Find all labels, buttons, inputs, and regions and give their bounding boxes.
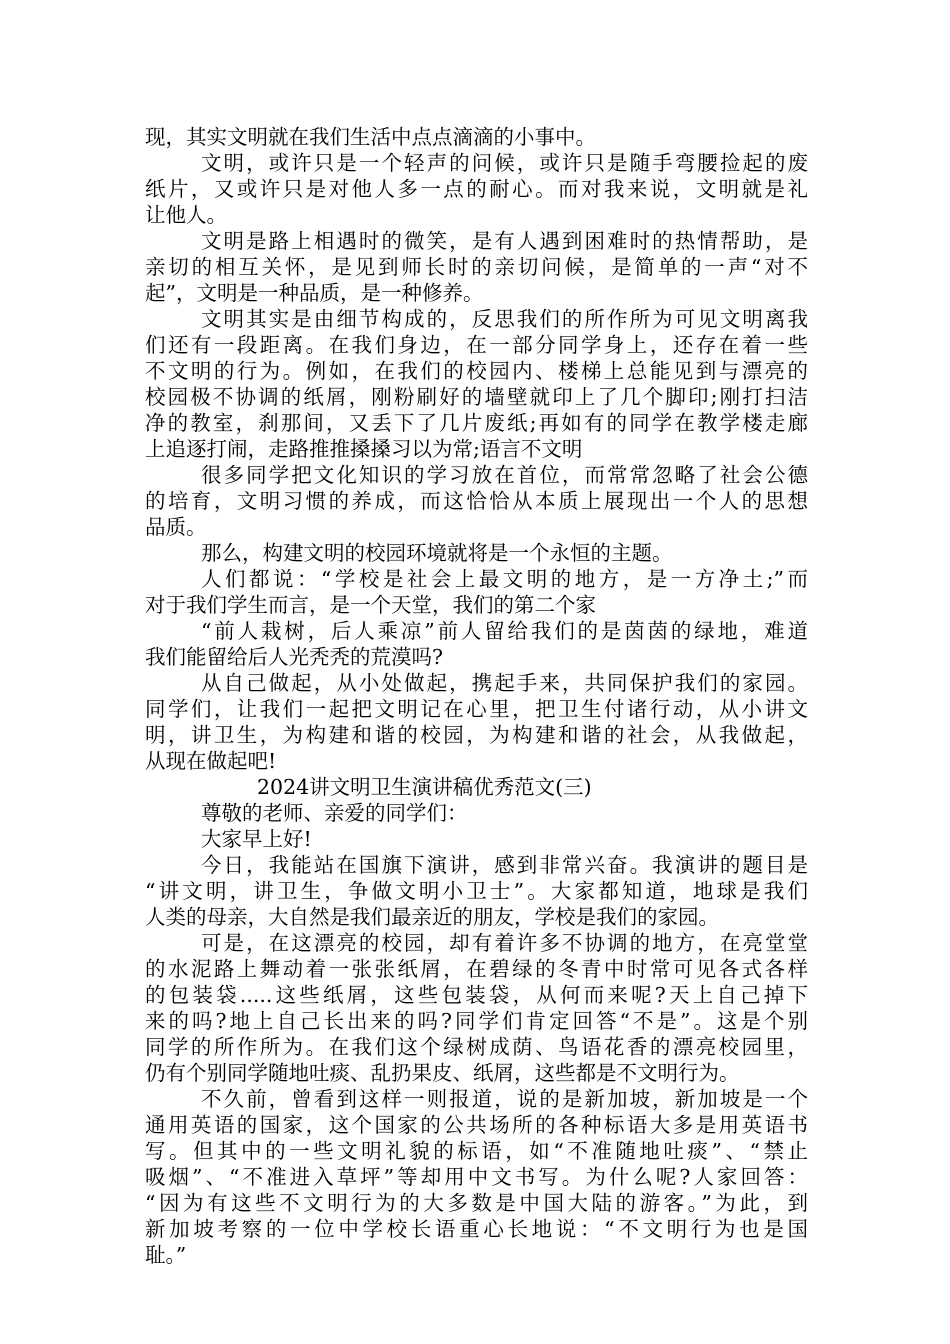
text-line: 文明，或许只是一个轻声的问候，或许只是随手弯腰捡起的废	[201, 151, 808, 175]
text-line: 现，其实文明就在我们生活中点点滴滴的小事中。	[145, 125, 596, 149]
text-line: 人们都说：“学校是社会上最文明的地方，是一方净土;”而	[201, 567, 808, 591]
text-line: 上追逐打闹，走路推推搡搡习以为常;语言不文明	[145, 437, 583, 461]
text-line: 很多同学把文化知识的学习放在首位，而常常忽略了社会公德	[201, 463, 808, 487]
text-line: 们还有一段距离。在我们身边，在一部分同学身上，还存在着一些	[145, 333, 808, 357]
text-line: 纸片，又或许只是对他人多一点的耐心。而对我来说，文明就是礼	[145, 177, 808, 201]
text-line: 的包装袋.....这些纸屑，这些包装袋，从何而来呢?天上自己掉下	[145, 983, 808, 1007]
text-line: 净的教室，刹那间，又丢下了几片废纸;再如有的同学在教学楼走廊	[145, 411, 808, 435]
text-line: 尊敬的老师、亲爱的同学们：	[201, 801, 468, 825]
text-line: 让他人。	[145, 203, 227, 227]
text-line: 校园极不协调的纸屑，刚粉刷好的墙壁就印上了几个脚印;刚打扫洁	[145, 385, 808, 409]
text-line: 起”，文明是一种品质，是一种修养。	[145, 281, 484, 305]
text-line: 品质。	[145, 515, 207, 539]
text-line: 的水泥路上舞动着一张张纸屑，在碧绿的冬青中时常可见各式各样	[145, 957, 808, 981]
text-line: 不文明的行为。例如，在我们的校园内、楼梯上总能见到与漂亮的	[145, 359, 808, 383]
text-line: 从自己做起，从小处做起，携起手来，共同保护我们的家园。	[201, 671, 808, 695]
text-line: “讲文明，讲卫生，争做文明小卫士”。大家都知道，地球是我们	[145, 879, 808, 903]
text-line: 耻。”	[145, 1243, 187, 1267]
text-line: 从现在做起吧!	[145, 749, 277, 773]
text-line: 文明其实是由细节构成的，反思我们的所作所为可见文明离我	[201, 307, 808, 331]
text-line: 的培育，文明习惯的养成，而这恰恰从本质上展现出一个人的思想	[145, 489, 808, 513]
text-line: 写。但其中的一些文明礼貌的标语，如“不准随地吐痰”、“禁止	[145, 1139, 808, 1163]
text-line: 来的吗?地上自己长出来的吗?同学们肯定回答“不是”。这是个别	[145, 1009, 808, 1033]
text-line: 大家早上好!	[201, 827, 312, 851]
text-line: 文明是路上相遇时的微笑，是有人遇到困难时的热情帮助，是	[201, 229, 808, 253]
text-line: 明，讲卫生，为构建和谐的校园，为构建和谐的社会，从我做起，	[145, 723, 808, 747]
text-line: 同学们，让我们一起把文明记在心里，把卫生付诸行动，从小讲文	[145, 697, 808, 721]
text-line: 仍有个别同学随地吐痰、乱扔果皮、纸屑，这些都是不文明行为。	[145, 1061, 740, 1085]
text-line: 可是，在这漂亮的校园，却有着许多不协调的地方，在亮堂堂	[201, 931, 808, 955]
text-line: 对于我们学生而言，是一个天堂，我们的第二个家	[145, 593, 596, 617]
text-line: 新加坡考察的一位中学校长语重心长地说：“不文明行为也是国	[145, 1217, 808, 1241]
text-line: 同学的所作所为。在我们这个绿树成荫、鸟语花香的漂亮校园里，	[145, 1035, 808, 1059]
section-title: 2024讲文明卫生演讲稿优秀范文(三)	[257, 775, 592, 799]
text-line: 人类的母亲，大自然是我们最亲近的朋友，学校是我们的家园。	[145, 905, 719, 929]
text-line: “因为有这些不文明行为的大多数是中国大陆的游客。”为此，到	[145, 1191, 808, 1215]
text-line: 那么，构建文明的校园环境就将是一个永恒的主题。	[201, 541, 673, 565]
text-line: 亲切的相互关怀，是见到师长时的亲切问候，是简单的一声“对不	[145, 255, 808, 279]
text-line: 不久前，曾看到这样一则报道，说的是新加坡，新加坡是一个	[201, 1087, 808, 1111]
text-line: “前人栽树，后人乘凉”前人留给我们的是茵茵的绿地，难道	[201, 619, 808, 643]
text-line: 我们能留给后人光秃秃的荒漠吗?	[145, 645, 443, 669]
text-line: 通用英语的国家，这个国家的公共场所的各种标语大多是用英语书	[145, 1113, 808, 1137]
text-line: 吸烟”、“不准进入草坪”等却用中文书写。为什么呢?人家回答：	[145, 1165, 808, 1189]
text-line: 今日，我能站在国旗下演讲，感到非常兴奋。我演讲的题目是	[201, 853, 808, 877]
